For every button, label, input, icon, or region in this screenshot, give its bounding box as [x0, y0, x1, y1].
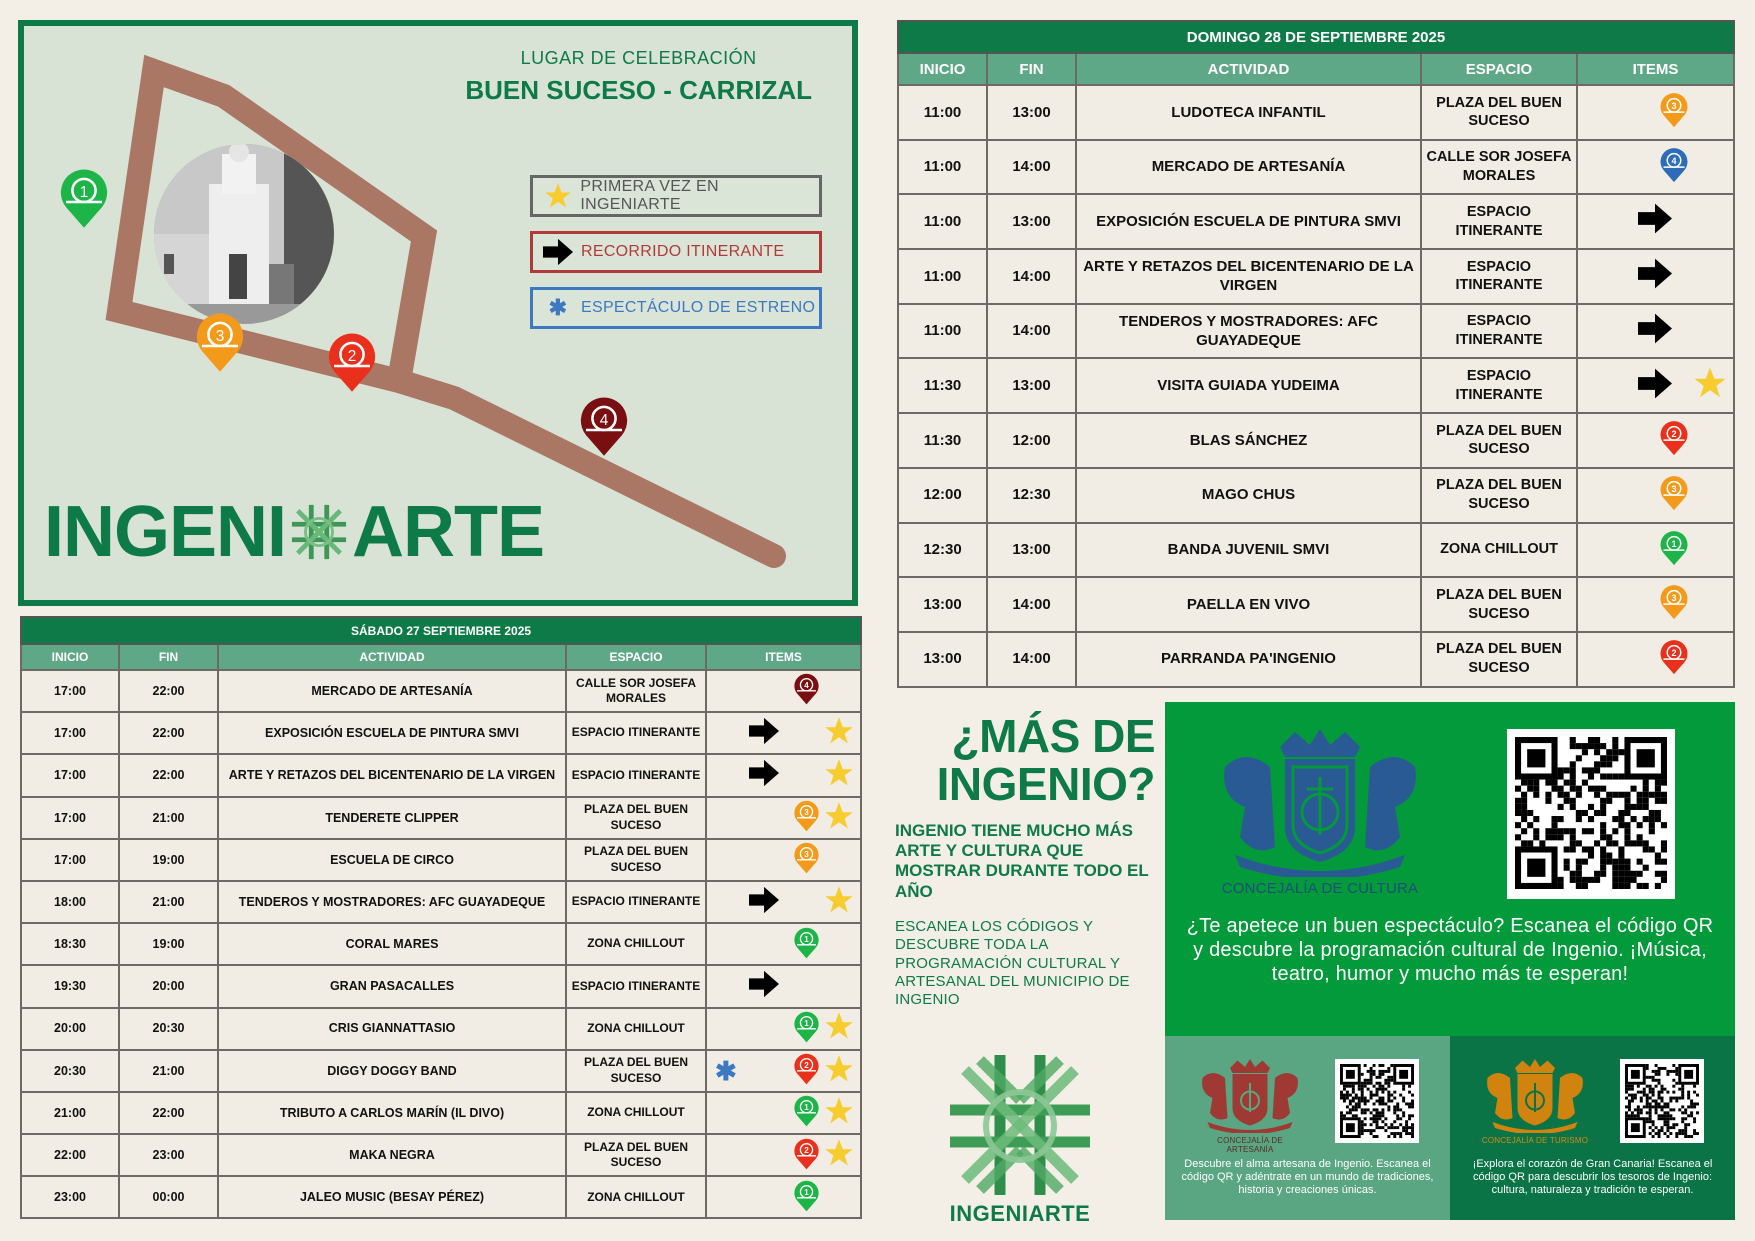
space-cell: ZONA CHILLOUT	[1421, 523, 1577, 578]
items-cell	[1577, 85, 1734, 140]
svg-text:3: 3	[1671, 484, 1677, 495]
col-header-end: FIN	[987, 53, 1076, 85]
schedule-row	[21, 1176, 861, 1218]
items-cell	[706, 797, 861, 839]
space-cell: ESPACIO ITINERANTE	[1421, 358, 1577, 413]
culture-caption: CONCEJALÍA DE CULTURA	[1221, 880, 1419, 897]
end-time-cell: 13:00	[987, 85, 1076, 140]
space-cell: PLAZA DEL BUEN SUCESO	[1421, 413, 1577, 468]
brand-title-left: INGENI	[44, 492, 287, 572]
activity-cell: VISITA GUIADA YUDEIMA	[1076, 358, 1421, 413]
tourism-panel	[1450, 1036, 1735, 1220]
schedule-row	[898, 85, 1734, 140]
asterisk-icon: ✱	[548, 295, 568, 320]
activity-cell: PARRANDA PA'INGENIO	[1076, 632, 1421, 687]
svg-text:3: 3	[1671, 593, 1677, 604]
items-cell	[1577, 632, 1734, 687]
start-time-cell: 17:00	[21, 754, 119, 796]
schedule-row	[898, 577, 1734, 632]
location-pin-4-icon	[793, 672, 820, 709]
items-cell	[706, 1134, 861, 1176]
schedule-row	[898, 304, 1734, 359]
svg-text:2: 2	[1671, 648, 1677, 659]
craft-crest	[1195, 1058, 1305, 1154]
culture-qr-code[interactable]	[1507, 729, 1675, 899]
sunday-schedule-table	[897, 20, 1735, 688]
activity-cell: ESCUELA DE CIRCO	[218, 839, 566, 881]
svg-text:1: 1	[804, 1103, 809, 1113]
items-cell	[1577, 468, 1734, 523]
space-cell: CALLE SOR JOSEFA MORALES	[1421, 140, 1577, 195]
brand-title	[44, 491, 544, 573]
ingeniarte-logo	[940, 1050, 1100, 1227]
svg-text:2: 2	[1671, 429, 1677, 440]
activity-cell: BLAS SÁNCHEZ	[1076, 413, 1421, 468]
ingeniarte-mark-icon	[290, 503, 348, 561]
items-cell	[1577, 413, 1734, 468]
end-time-cell: 12:00	[987, 413, 1076, 468]
svg-text:1: 1	[804, 1019, 809, 1029]
arrow-right-icon	[1578, 258, 1672, 295]
more-subtitle: INGENIO TIENE MUCHO MÁS ARTE Y CULTURA QUE MOSTRAR DURANTE TODO EL AÑO	[895, 820, 1149, 901]
sunday-title: DOMINGO 28 DE SEPTIEMBRE 2025	[898, 21, 1734, 53]
start-time-cell: 17:00	[21, 712, 119, 754]
col-header-space: ESPACIO	[566, 644, 706, 670]
activity-cell: GRAN PASACALLES	[218, 965, 566, 1007]
coat-of-arms-icon	[1480, 1058, 1590, 1133]
culture-text: ¿Te apetece un buen espectáculo? Escanea el código QR y descubre la programación cultural de Ingenio. ¡Música, teatro, humor y mucho más te esperan!	[1186, 915, 1714, 985]
svg-text:3: 3	[804, 850, 809, 860]
end-time-cell: 21:00	[119, 797, 218, 839]
ingeniarte-logo-text: INGENIARTE	[949, 1201, 1091, 1226]
start-time-cell: 23:00	[21, 1176, 119, 1218]
start-time-cell: 11:00	[898, 194, 987, 249]
space-cell: ZONA CHILLOUT	[566, 1176, 706, 1218]
start-time-cell: 20:30	[21, 1050, 119, 1092]
map-pin-2	[326, 330, 378, 398]
start-time-cell: 13:00	[898, 632, 987, 687]
space-cell: PLAZA DEL BUEN SUCESO	[1421, 632, 1577, 687]
arrow-right-icon	[707, 886, 779, 918]
arrow-right-icon	[707, 970, 779, 1002]
space-cell: ESPACIO ITINERANTE	[1421, 249, 1577, 304]
schedule-row	[898, 140, 1734, 195]
culture-panel	[1165, 702, 1735, 1036]
start-time-cell: 13:00	[898, 577, 987, 632]
svg-text:1: 1	[79, 183, 89, 201]
activity-cell: MERCADO DE ARTESANÍA	[218, 670, 566, 712]
items-cell	[706, 712, 861, 754]
tourism-text: ¡Explora el corazón de Gran Canaria! Escanea el código QR para descubrir los tesoros de Ingenio: cultura, naturaleza y tradición te esperan.	[1472, 1158, 1713, 1196]
items-cell	[1577, 194, 1734, 249]
star-icon	[824, 1011, 854, 1045]
end-time-cell: 14:00	[987, 577, 1076, 632]
location-pin-2-icon	[793, 1052, 820, 1089]
svg-text:1: 1	[1671, 538, 1677, 549]
svg-text:2: 2	[804, 1061, 809, 1071]
schedule-row	[898, 413, 1734, 468]
items-cell	[1577, 304, 1734, 359]
start-time-cell: 19:30	[21, 965, 119, 1007]
svg-text:3: 3	[215, 327, 225, 345]
location-pin-3-icon	[793, 841, 820, 878]
star-icon	[824, 716, 854, 750]
end-time-cell: 00:00	[119, 1176, 218, 1218]
map-pin-3	[194, 310, 246, 378]
svg-text:1: 1	[804, 934, 809, 944]
map-pin-4	[578, 394, 630, 462]
col-header-activity: ACTIVIDAD	[1076, 53, 1421, 85]
arrow-right-icon	[1578, 203, 1672, 240]
space-cell: PLAZA DEL BUEN SUCESO	[566, 1050, 706, 1092]
end-time-cell: 14:00	[987, 632, 1076, 687]
svg-text:4: 4	[599, 411, 609, 429]
schedule-row	[898, 523, 1734, 578]
activity-cell: PAELLA EN VIVO	[1076, 577, 1421, 632]
schedule-row	[21, 1008, 861, 1050]
start-time-cell: 17:00	[21, 839, 119, 881]
activity-cell: MERCADO DE ARTESANÍA	[1076, 140, 1421, 195]
col-header-activity: ACTIVIDAD	[218, 644, 566, 670]
items-cell	[706, 1008, 861, 1050]
end-time-cell: 14:00	[987, 304, 1076, 359]
schedule-row	[21, 839, 861, 881]
items-cell	[706, 839, 861, 881]
brand-title-right: ARTE	[352, 492, 545, 572]
items-cell	[706, 1176, 861, 1218]
space-cell: PLAZA DEL BUEN SUCESO	[1421, 577, 1577, 632]
location-pin-1-icon	[793, 1010, 820, 1047]
star-icon	[824, 1138, 854, 1172]
end-time-cell: 21:00	[119, 881, 218, 923]
start-time-cell: 18:30	[21, 923, 119, 965]
venue-label	[465, 48, 812, 106]
star-icon	[824, 758, 854, 792]
space-cell: ESPACIO ITINERANTE	[1421, 304, 1577, 359]
col-header-end: FIN	[119, 644, 218, 670]
schedule-row	[21, 923, 861, 965]
more-title-line1: ¿MÁS DE	[951, 710, 1155, 762]
location-pin-2-icon	[1659, 419, 1689, 462]
schedule-row	[898, 249, 1734, 304]
items-cell	[706, 670, 861, 712]
more-body: ESCANEA LOS CÓDIGOS Y DESCUBRE TODA LA PROGRAMACIÓN CULTURAL Y ARTESANAL DEL MUNICIPIO DE INGENIO	[895, 918, 1130, 1009]
legend-first-time	[530, 175, 822, 217]
legend-label: RECORRIDO ITINERANTE	[581, 243, 785, 260]
svg-text:1: 1	[804, 1187, 809, 1197]
schedule-row	[21, 881, 861, 923]
space-cell: ZONA CHILLOUT	[566, 1008, 706, 1050]
schedule-row	[898, 632, 1734, 687]
space-cell: ESPACIO ITINERANTE	[566, 754, 706, 796]
activity-cell: BANDA JUVENIL SMVI	[1076, 523, 1421, 578]
venue-caption: LUGAR DE CELEBRACIÓN	[520, 48, 757, 68]
arrow-right-icon	[1578, 368, 1672, 405]
space-cell: ESPACIO ITINERANTE	[566, 712, 706, 754]
location-pin-2-icon	[793, 1137, 820, 1174]
start-time-cell: 11:00	[898, 249, 987, 304]
activity-cell: EXPOSICIÓN ESCUELA DE PINTURA SMVI	[1076, 194, 1421, 249]
star-icon	[824, 1054, 854, 1088]
more-title	[895, 712, 1155, 809]
activity-cell: ARTE Y RETAZOS DEL BICENTENARIO DE LA VIRGEN	[1076, 249, 1421, 304]
start-time-cell: 11:30	[898, 413, 987, 468]
svg-text:2: 2	[804, 1145, 809, 1155]
start-time-cell: 11:00	[898, 140, 987, 195]
end-time-cell: 19:00	[119, 839, 218, 881]
map-pin-1	[58, 166, 110, 234]
start-time-cell: 17:00	[21, 670, 119, 712]
star-icon	[824, 801, 854, 835]
items-cell	[706, 923, 861, 965]
space-cell: ZONA CHILLOUT	[566, 1092, 706, 1134]
legend-label: PRIMERA VEZ EN INGENIARTE	[580, 178, 719, 213]
space-cell: CALLE SOR JOSEFA MORALES	[566, 670, 706, 712]
schedule-row	[21, 1092, 861, 1134]
church-photo	[154, 144, 334, 324]
space-cell: ESPACIO ITINERANTE	[566, 965, 706, 1007]
activity-cell: JALEO MUSIC (BESAY PÉREZ)	[218, 1176, 566, 1218]
end-time-cell: 12:30	[987, 468, 1076, 523]
svg-text:4: 4	[804, 681, 809, 691]
items-cell	[1577, 577, 1734, 632]
craft-panel	[1165, 1036, 1450, 1220]
schedule-row	[21, 670, 861, 712]
items-cell	[706, 881, 861, 923]
col-header-start: INICIO	[898, 53, 987, 85]
schedule-row	[21, 1050, 861, 1092]
end-time-cell: 14:00	[987, 249, 1076, 304]
arrow-right-icon	[707, 717, 779, 749]
end-time-cell: 20:00	[119, 965, 218, 1007]
schedule-row	[21, 797, 861, 839]
items-cell	[1577, 358, 1734, 413]
start-time-cell: 17:00	[21, 797, 119, 839]
end-time-cell: 23:00	[119, 1134, 218, 1176]
location-pin-1-icon	[1659, 529, 1689, 572]
arrow-right-icon	[543, 238, 573, 266]
col-header-space: ESPACIO	[1421, 53, 1577, 85]
saturday-schedule-table	[20, 616, 862, 1219]
schedule-row	[898, 468, 1734, 523]
ingeniarte-emblem-icon	[945, 1050, 1095, 1200]
location-pin-1-icon	[793, 1094, 820, 1131]
venue-name: BUEN SUCESO - CARRIZAL	[465, 75, 812, 105]
space-cell: ESPACIO ITINERANTE	[566, 881, 706, 923]
more-ingenio-block	[895, 712, 1155, 1010]
svg-text:4: 4	[1671, 155, 1677, 166]
start-time-cell: 11:00	[898, 85, 987, 140]
activity-cell: TENDEROS Y MOSTRADORES: AFC GUAYADEQUE	[1076, 304, 1421, 359]
items-cell	[706, 965, 861, 1007]
end-time-cell: 21:00	[119, 1050, 218, 1092]
activity-cell: ARTE Y RETAZOS DEL BICENTENARIO DE LA VIRGEN	[218, 754, 566, 796]
location-pin-1-icon	[793, 926, 820, 963]
items-cell	[706, 1092, 861, 1134]
star-icon	[824, 1096, 854, 1130]
tourism-qr-code[interactable]	[1620, 1059, 1704, 1143]
start-time-cell: 11:30	[898, 358, 987, 413]
svg-text:3: 3	[804, 808, 809, 818]
start-time-cell: 18:00	[21, 881, 119, 923]
craft-qr-code[interactable]	[1335, 1059, 1419, 1143]
sunday-rows	[898, 85, 1734, 687]
star-icon	[543, 182, 572, 210]
space-cell: PLAZA DEL BUEN SUCESO	[566, 797, 706, 839]
activity-cell: TRIBUTO A CARLOS MARÍN (IL DIVO)	[218, 1092, 566, 1134]
location-pin-3-icon	[1659, 583, 1689, 626]
venue-map-panel	[18, 20, 858, 606]
activity-cell: MAKA NEGRA	[218, 1134, 566, 1176]
schedule-row	[21, 965, 861, 1007]
end-time-cell: 19:00	[119, 923, 218, 965]
activity-cell: CORAL MARES	[218, 923, 566, 965]
end-time-cell: 22:00	[119, 712, 218, 754]
legend-label: ESPECTÁCULO DE ESTRENO	[581, 299, 816, 316]
tourism-crest	[1480, 1058, 1590, 1145]
end-time-cell: 13:00	[987, 523, 1076, 578]
activity-cell: DIGGY DOGGY BAND	[218, 1050, 566, 1092]
activity-cell: EXPOSICIÓN ESCUELA DE PINTURA SMVI	[218, 712, 566, 754]
col-header-items: ITEMS	[706, 644, 861, 670]
items-cell	[1577, 523, 1734, 578]
star-icon	[824, 885, 854, 919]
end-time-cell: 13:00	[987, 358, 1076, 413]
activity-cell: CRIS GIANNATTASIO	[218, 1008, 566, 1050]
location-pin-3-icon	[1659, 474, 1689, 517]
items-cell	[706, 1050, 861, 1092]
asterisk-icon: ✱	[715, 1055, 737, 1086]
schedule-row	[21, 712, 861, 754]
activity-cell: MAGO CHUS	[1076, 468, 1421, 523]
svg-text:3: 3	[1671, 101, 1677, 112]
arrow-right-icon	[1578, 313, 1672, 350]
start-time-cell: 21:00	[21, 1092, 119, 1134]
coat-of-arms-icon	[1215, 727, 1425, 877]
legend-premiere	[530, 287, 822, 329]
svg-text:2: 2	[347, 347, 357, 365]
more-title-line2: INGENIO?	[936, 758, 1155, 811]
saturday-title: SÁBADO 27 SEPTIEMBRE 2025	[21, 617, 861, 644]
activity-cell: LUDOTECA INFANTIL	[1076, 85, 1421, 140]
space-cell: PLAZA DEL BUEN SUCESO	[1421, 468, 1577, 523]
space-cell: PLAZA DEL BUEN SUCESO	[566, 839, 706, 881]
saturday-rows	[21, 670, 861, 1218]
location-pin-3-icon	[793, 799, 820, 836]
star-icon	[1693, 366, 1727, 406]
culture-crest	[1215, 727, 1425, 897]
end-time-cell: 14:00	[987, 140, 1076, 195]
schedule-row	[21, 754, 861, 796]
location-pin-2-icon	[1659, 638, 1689, 681]
space-cell: ESPACIO ITINERANTE	[1421, 194, 1577, 249]
location-pin-4-icon	[1659, 146, 1689, 189]
items-cell	[1577, 249, 1734, 304]
start-time-cell: 22:00	[21, 1134, 119, 1176]
activity-cell: TENDEROS Y MOSTRADORES: AFC GUAYADEQUE	[218, 881, 566, 923]
end-time-cell: 22:00	[119, 754, 218, 796]
tourism-caption: CONCEJALÍA DE TURISMO	[1481, 1136, 1589, 1145]
end-time-cell: 13:00	[987, 194, 1076, 249]
space-cell: PLAZA DEL BUEN SUCESO	[1421, 85, 1577, 140]
col-header-items: ITEMS	[1577, 53, 1734, 85]
space-cell: PLAZA DEL BUEN SUCESO	[566, 1134, 706, 1176]
start-time-cell: 20:00	[21, 1008, 119, 1050]
location-pin-3-icon	[1659, 91, 1689, 134]
col-header-start: INICIO	[21, 644, 119, 670]
items-cell	[1577, 140, 1734, 195]
craft-caption: CONCEJALÍA DE ARTESANÍA	[1217, 1136, 1283, 1154]
legend-itinerant	[530, 231, 822, 273]
start-time-cell: 11:00	[898, 304, 987, 359]
start-time-cell: 12:00	[898, 468, 987, 523]
schedule-row	[21, 1134, 861, 1176]
craft-text: Descubre el alma artesana de Ingenio. Escanea el código QR y adéntrate en un mundo de tradiciones, historia y creaciones únicas.	[1181, 1158, 1434, 1196]
schedule-row	[898, 194, 1734, 249]
end-time-cell: 22:00	[119, 670, 218, 712]
arrow-right-icon	[707, 759, 779, 791]
space-cell: ZONA CHILLOUT	[566, 923, 706, 965]
location-pin-1-icon	[793, 1179, 820, 1216]
schedule-row	[898, 358, 1734, 413]
items-cell	[706, 754, 861, 796]
activity-cell: TENDERETE CLIPPER	[218, 797, 566, 839]
end-time-cell: 22:00	[119, 1092, 218, 1134]
start-time-cell: 12:30	[898, 523, 987, 578]
coat-of-arms-icon	[1195, 1058, 1305, 1133]
end-time-cell: 20:30	[119, 1008, 218, 1050]
